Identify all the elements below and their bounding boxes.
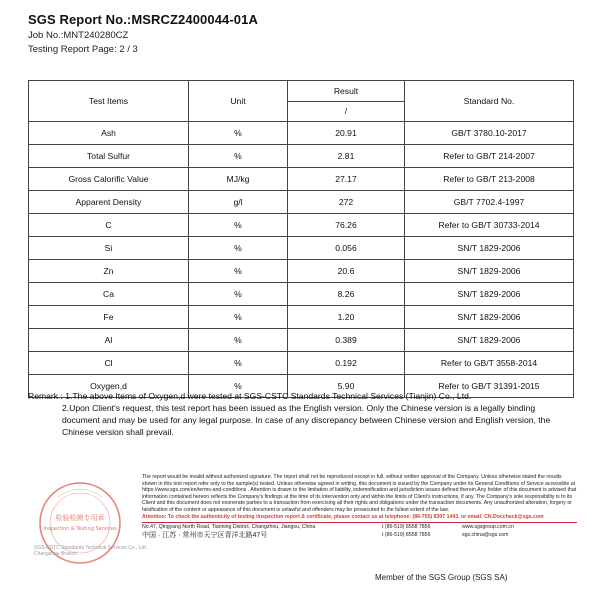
member-line: Member of the SGS Group (SGS SA) [375, 573, 508, 582]
table-row [29, 283, 574, 306]
table-row [29, 214, 574, 237]
report-number: SGS Report No.:MSRCZ2400044-01A [28, 12, 258, 27]
cell-test-item: C [29, 214, 189, 237]
cell-standard: Refer to GB/T 213-2008 [405, 168, 574, 191]
cell-unit: % [189, 352, 288, 375]
table-row [29, 145, 574, 168]
remark-line-2: 2.Upon Client's request, this test report has been issued as the English version. Only the Chinese version is a legally binding document and may be used for any legal purpose. In case of any discrepancy between Chinese version and English version, the Chinese version shall prevail. [62, 403, 551, 437]
cell-standard: SN/T 1829-2006 [405, 306, 574, 329]
cell-standard: SN/T 1829-2006 [405, 237, 574, 260]
cell-unit: % [189, 214, 288, 237]
table-row [29, 168, 574, 191]
cell-unit: % [189, 375, 288, 398]
cell-result: 1.20 [288, 306, 405, 329]
header-standard: Standard No. [405, 81, 574, 122]
cell-result: 0.056 [288, 237, 405, 260]
cell-standard: GB/T 3780.10-2017 [405, 122, 574, 145]
cell-standard: GB/T 7702.4-1997 [405, 191, 574, 214]
cell-result: 0.192 [288, 352, 405, 375]
cell-result: 8.26 [288, 283, 405, 306]
cell-test-item: Oxygen,d [29, 375, 189, 398]
cell-unit: % [189, 306, 288, 329]
table-row [29, 329, 574, 352]
header-result: Result [288, 81, 405, 102]
cell-result: 27.17 [288, 168, 405, 191]
cell-test-item: Gross Calorific Value [29, 168, 189, 191]
cell-result: 20.6 [288, 260, 405, 283]
cell-result: 2.81 [288, 145, 405, 168]
footer-contact-row-2 [142, 532, 577, 540]
job-number: Job No.:MNT240280CZ [28, 30, 129, 41]
table-row [29, 352, 574, 375]
remark-line-1: Remark : 1.The above Items of Oxygen,d were tested at SGS-CSTC Standards Technical Services (Tianjin) Co., Ltd. [28, 391, 472, 401]
address-cn: 中国 · 江苏 · 常州市天宁区青洋北路47号 [142, 531, 268, 539]
cell-test-item: Al [29, 329, 189, 352]
cell-unit: % [189, 145, 288, 168]
cell-result: 76.26 [288, 214, 405, 237]
cell-result: 272 [288, 191, 405, 214]
remark [28, 390, 568, 438]
table-row [29, 237, 574, 260]
cell-test-item: Apparent Density [29, 191, 189, 214]
header-unit: Unit [189, 81, 288, 122]
results-table [28, 80, 574, 398]
cell-standard: Refer to GB/T 3558-2014 [405, 352, 574, 375]
svg-text:检验检测专用章: 检验检测专用章 [55, 514, 105, 522]
cell-unit: % [189, 329, 288, 352]
seal-stamp [28, 475, 128, 575]
table-row [29, 260, 574, 283]
footer-divider [142, 522, 577, 523]
cell-unit: % [189, 122, 288, 145]
cell-unit: g/l [189, 191, 288, 214]
cell-result: 5.90 [288, 375, 405, 398]
email-link[interactable]: sgs.china@sgs.com [462, 531, 509, 538]
svg-text:Inspection & Testing Services: Inspection & Testing Services [43, 526, 117, 532]
footer-disclaimer-block [142, 474, 577, 539]
cell-test-item: Fe [29, 306, 189, 329]
cell-test-item: Zn [29, 260, 189, 283]
cell-unit: % [189, 237, 288, 260]
authenticity-attention: Attention: To check the authenticity of testing /inspection report & certificate, please contact us at telephone: (86-755) 8307 1443, or email: CN.Doccheck@sgs.com [142, 513, 544, 520]
cell-test-item: Total Sulfur [29, 145, 189, 168]
footer-contact-row-1 [142, 524, 577, 532]
report-header [28, 12, 573, 55]
table-row [29, 122, 574, 145]
page-indicator: Testing Report Page: 2 / 3 [28, 44, 138, 55]
cell-result: 0.389 [288, 329, 405, 352]
table-row [29, 191, 574, 214]
header-test-items: Test Items [29, 81, 189, 122]
cell-standard: Refer to GB/T 30733-2014 [405, 214, 574, 237]
cell-unit: % [189, 260, 288, 283]
cell-unit: % [189, 283, 288, 306]
header-result-sub: / [288, 101, 405, 122]
cell-standard: SN/T 1829-2006 [405, 260, 574, 283]
address-en: No.47, Qingyang North Road, Tianning District, Changzhou, Jiangsu, China [142, 524, 316, 531]
table-row [29, 306, 574, 329]
cell-test-item: Si [29, 237, 189, 260]
cell-test-item: Cl [29, 352, 189, 375]
cell-test-item: Ash [29, 122, 189, 145]
cell-test-item: Ca [29, 283, 189, 306]
cell-standard: SN/T 1829-2006 [405, 283, 574, 306]
cell-unit: MJ/kg [189, 168, 288, 191]
website-link[interactable]: www.sgsgroup.com.cn [462, 524, 514, 531]
stamp-company: SGS-CSTC Standards Technical Services Co., Ltd. Changzhou Branch [34, 545, 148, 557]
cell-standard: SN/T 1829-2006 [405, 329, 574, 352]
cell-result: 20.91 [288, 122, 405, 145]
cell-standard: Refer to GB/T 31391-2015 [405, 375, 574, 398]
phone-1: t (86-519) 8558 7856 [382, 524, 431, 531]
phone-2: t (86-519) 8558 7856 [382, 531, 431, 538]
cell-standard: Refer to GB/T 214-2007 [405, 145, 574, 168]
disclaimer: The report would be invalid without authorized signature. The report shall not be reproduced except in full, without written approval of the Company. Unless otherwise stated the results shown in this test report refer only to the sample(s) tested. Unless otherwise agreed in writing, this document is issued by the Company under its General Conditions of Service accessible at https://www.sgs.com/en/terms-and-conditions . Attention is drawn to the limitation of liability, indemnification and jurisdiction issues defined therein.Any holder of this document is advised that information contained hereon reflects the Company's findings at the time of its intervention only and within the limits of Client's instructions, if any. The Company's sole responsibility is to its Client and this document does not exonerate parties to a transaction from exercising all their rights and obligations under the transaction documents. Any unauthorized alteration, forgery or falsification of the content or appearance of this document is unlawful and offenders may be prosecuted to the fullest extent of the law. [142, 474, 577, 513]
